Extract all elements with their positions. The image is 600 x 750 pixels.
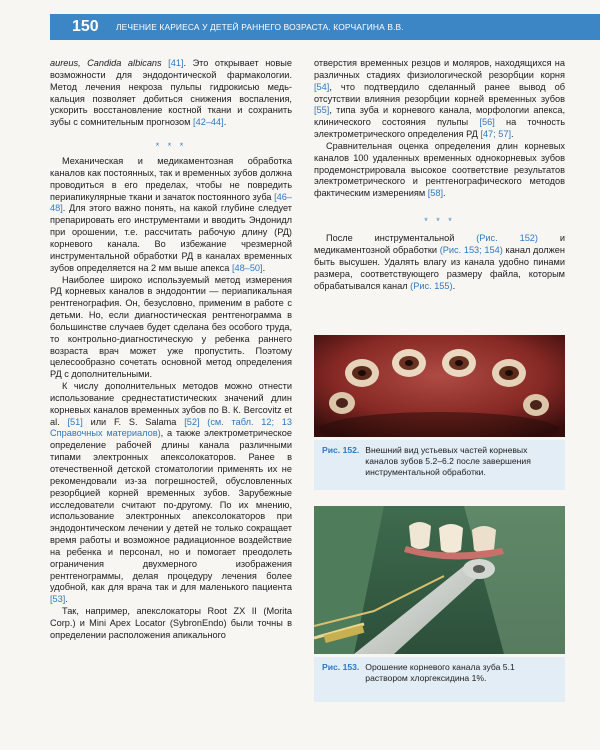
- tooth-stump: [442, 349, 476, 377]
- paragraph-text: Механическая и медикаментозная обработка каналов как постоянных, так и временных зубов должна проводиться в его пределах, чтобы не повредить периапикулярные ткани и зачаток постоянного зуба: [50, 156, 292, 202]
- paragraph-text: и медикаментозной обработки: [314, 233, 565, 255]
- figure-link[interactable]: (Рис. 155): [410, 280, 453, 291]
- figure-link[interactable]: (Рис. 153; 154): [439, 244, 503, 255]
- reference-link[interactable]: [46–48]: [50, 191, 292, 214]
- paragraph-text: . Это открывает новые возможности для эндодонтической фармакологии. Метод лечения некроза пульпы гидрокисью медь-кальция позволяет добиться снижения воспаления, ускорить восстановление костной ткани и сохранить зубы с сомнительным прогнозом: [50, 58, 292, 128]
- tooth-stump: [392, 349, 426, 377]
- paragraph-text: Сравнительная оценка определения длин корневых каналов 100 удаленных временных однокорневых зубов продемонстрировала высокое соответствие результатов электрометрического и рентгенографического методов фактическим измерениям: [314, 140, 565, 199]
- paragraph: [50, 156, 292, 274]
- right-column: [314, 58, 565, 292]
- reference-link[interactable]: [48–50]: [231, 262, 263, 273]
- paragraph: [314, 233, 565, 292]
- paragraph: [50, 381, 292, 606]
- section-separator: * * *: [155, 141, 187, 152]
- paragraph: [314, 58, 565, 141]
- paragraph: Наиболее широко используемый метод измерения РД корневых каналов в эндодонтии — периапикальная рентгенография. Он, безусловно, применим в работе с детьми. Но, если диагностическая рентгенограмма в большинстве случаев будет сделана без особого труда, то контрольно-диагностическую у ребенка раннего возраста врач может уже пропустить. Поэтому целесообразно сочетать основной метод определения РД с дополнительными.: [50, 274, 292, 380]
- paragraph-text: или F. S. Salama: [82, 416, 177, 427]
- tooth-stump: [329, 392, 355, 414]
- reference-link[interactable]: [47; 57]: [480, 129, 512, 140]
- paragraph-text: После инструментальной: [326, 233, 455, 244]
- page-number: 150: [72, 18, 99, 35]
- reference-link[interactable]: [58]: [427, 188, 444, 199]
- figure-152-photo: [314, 335, 565, 437]
- reference-link[interactable]: [52] (см. табл. 12; 13 Справочных материалов): [50, 416, 293, 439]
- figure-link[interactable]: (Рис. 152): [476, 233, 538, 244]
- reference-link[interactable]: [42–44]: [193, 117, 224, 128]
- figure-152-caption: [314, 440, 565, 490]
- paragraph: Так, например, апекслокаторы Root ZX II (Morita Corp.) и Mini Apex Locator (SybronEndo) были точны в определении расположения апикального: [50, 606, 292, 640]
- left-column: [50, 58, 292, 642]
- reference-link[interactable]: [55]: [314, 105, 330, 116]
- paragraph: [50, 58, 292, 129]
- paragraph-text: , что подтвердило сделанный ранее вывод об отсутствии влияния резорбции корней временных зубов: [314, 81, 565, 104]
- caption-text: Орошение корневого канала зуба 5.1 раствором хлоргексидина 1%.: [365, 662, 515, 684]
- tooth-stump: [492, 359, 526, 387]
- reference-link[interactable]: [56]: [479, 117, 495, 128]
- punctuation: .: [223, 117, 227, 128]
- paragraph-text: К числу дополнительных методов можно отнести использование среднестатистических значений длин корневых каналов временных зубов по В. К. Bercovitz et al.: [50, 381, 292, 427]
- figure-label: Рис. 153.: [322, 662, 360, 672]
- punctuation: .: [443, 188, 446, 199]
- paragraph-text: канал должен быть высушен. Удалять влагу из канала удобно пинами размера, соответствующего размеру файла, которым обрабатывался канал: [314, 244, 565, 291]
- reference-link[interactable]: [53]: [50, 594, 66, 605]
- section-separator: * * *: [424, 216, 455, 227]
- tooth-stump: [345, 359, 379, 387]
- tooth: [439, 524, 463, 553]
- reference-link[interactable]: [54]: [314, 81, 330, 92]
- tooth-stump: [523, 394, 549, 416]
- caption-text: Внешний вид устьевых частей корневых каналов зубов 5.2–6.2 после завершения инструментальной обработки.: [365, 445, 531, 478]
- punctuation: .: [452, 280, 456, 291]
- paragraph-text: aureus, Candida albicans: [50, 58, 162, 68]
- reference-link[interactable]: [51]: [67, 416, 83, 427]
- paragraph-text: , а также электрометрическое определение рабочей длины канала различными типами электронных апексолокаторов. Ранее в отечественной детской стоматологии применять их не рекомендовали из-за погрешностей, обусловленных резорбцией корней временных зубов. Зарубежные исследователи считают по-другому. По их мнению, использование электронных апексолокаторов при эндодонтическом лечении у детей не только сокращает время работы и возможное радиационное воздействие на ребенка и персонал, но и помогает преодолеть ограничения двухмерного изображения рентгенограммы, делая процедуру лечения более удобной, как для врача так и для маленького пациента: [50, 428, 292, 593]
- figure-153-caption: [314, 657, 565, 702]
- figure-153-photo: [314, 506, 565, 654]
- paragraph-text: отверстия временных резцов и моляров, находящихся на различных стадиях физиологической резорбции корня: [314, 58, 565, 80]
- paragraph-text: , типа зуба и корневого канала, морфологии апекса, клинического состояния пульпы: [314, 105, 565, 128]
- running-title: ЛЕЧЕНИЕ КАРИЕСА У ДЕТЕЙ РАННЕГО ВОЗРАСТА. КОРЧАГИНА В.В.: [116, 22, 404, 32]
- reference-link[interactable]: [41]: [168, 58, 184, 68]
- running-header: [50, 14, 600, 40]
- tooth: [409, 522, 431, 549]
- figure-label: Рис. 152.: [322, 445, 360, 455]
- paragraph-text: . Для этого важно понять, на какой глубине следует препарировать его инструментами и вводить Эндонидл при орошении, т.е. рассчитать рабочую длину (РД) корневого канала. Во избежание чрезмерной инструментальной обработки РД в каналах временных зубов определяется на 2 мм выше апекса: [50, 203, 292, 273]
- paragraph-text: на точность электрометрического определения РД: [314, 117, 565, 140]
- punctuation: .: [511, 129, 514, 140]
- punctuation: .: [262, 262, 266, 273]
- punctuation: .: [65, 594, 68, 605]
- paragraph: [314, 141, 565, 200]
- tooth: [472, 526, 496, 553]
